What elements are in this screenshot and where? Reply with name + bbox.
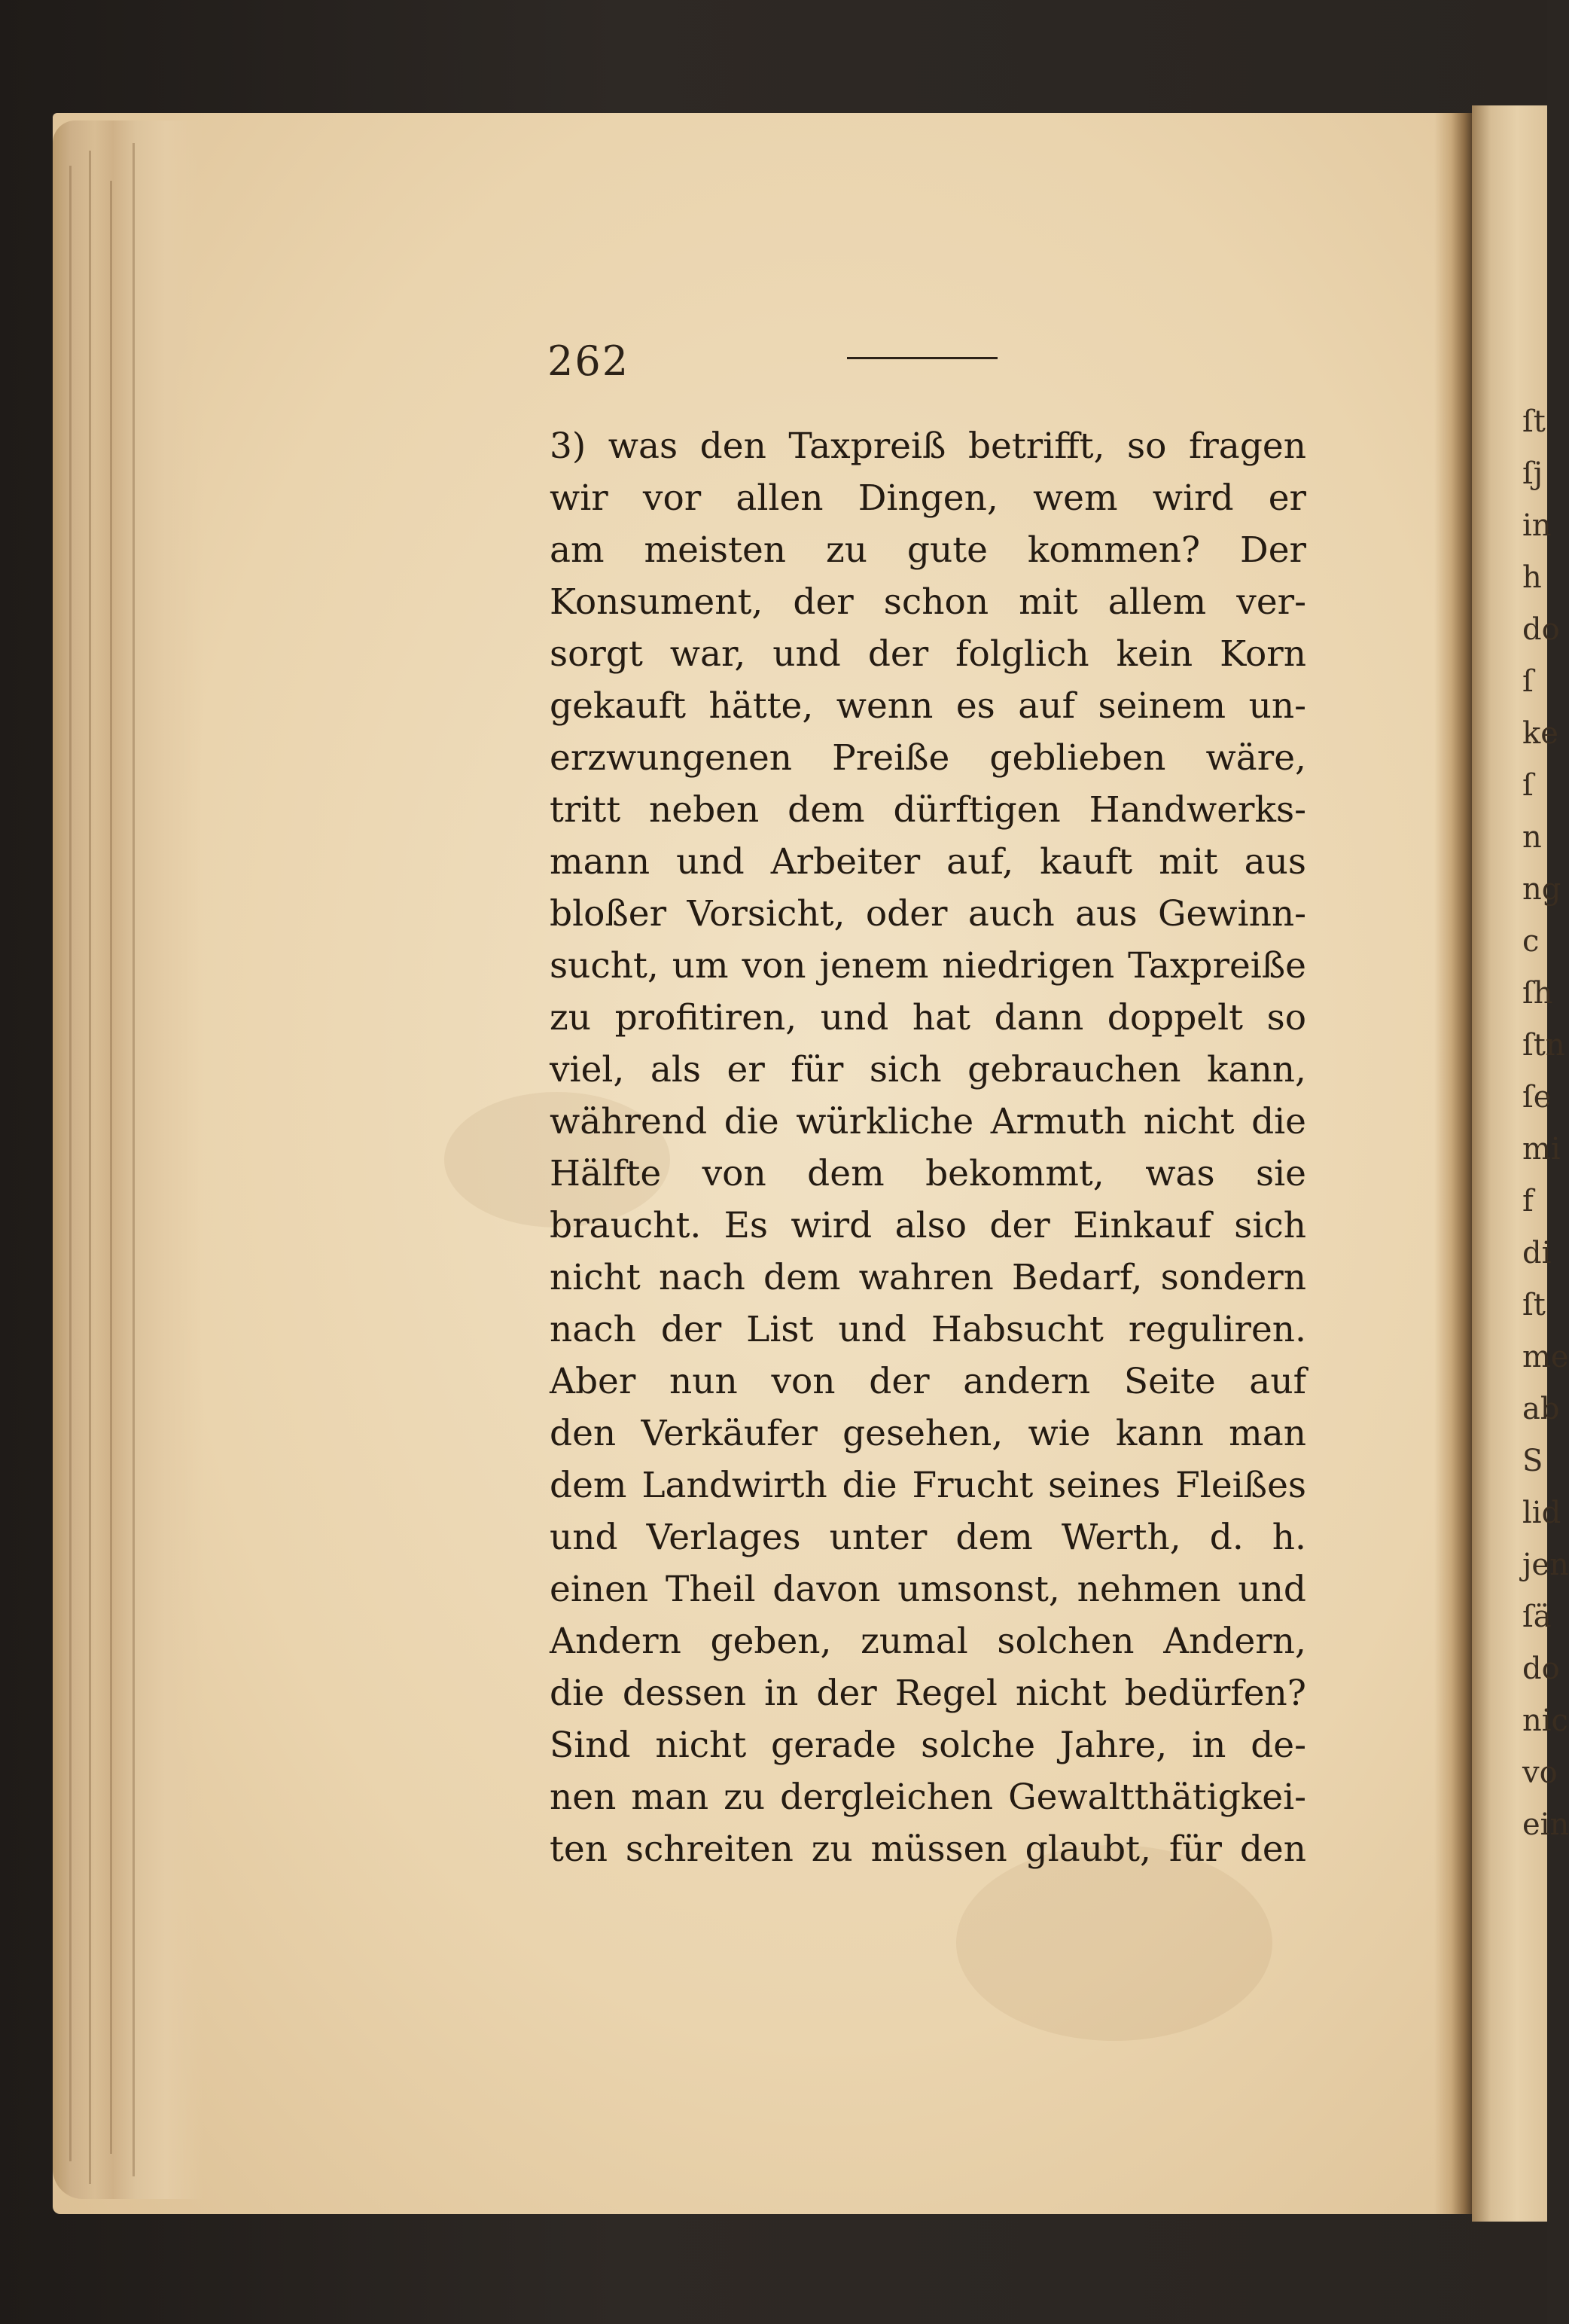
page-edge	[53, 120, 203, 2199]
facing-page-fragment: ſh	[1522, 976, 1553, 1011]
text-line: wir vor allen Dingen, wem wird er	[550, 477, 1306, 519]
facing-page-fragment: ſ	[1522, 768, 1534, 803]
facing-page-fragment: c	[1522, 924, 1540, 959]
text-line: viel, als er für sich gebrauchen kann,	[550, 1049, 1306, 1090]
facing-page-fragment: me	[1522, 1340, 1569, 1374]
facing-page-fragment: vo	[1522, 1755, 1558, 1790]
page-number: 262	[547, 337, 630, 385]
text-line: den Verkäufer gesehen, wie kann man	[550, 1413, 1306, 1454]
facing-page-fragment: ſtn	[1522, 1028, 1565, 1063]
text-line: Sind nicht gerade solche Jahre, in de-	[550, 1725, 1306, 1766]
text-line: dem Landwirth die Frucht seines Fleißes	[550, 1465, 1306, 1506]
facing-page-fragment: ng	[1522, 872, 1561, 907]
facing-page-fragment: f	[1522, 1184, 1534, 1218]
facing-page-fragment: ſt	[1522, 1288, 1546, 1322]
facing-page-fragment: lid	[1522, 1496, 1561, 1530]
page-edge-layer	[110, 181, 112, 2154]
facing-page-fragment: ſe	[1522, 1080, 1552, 1115]
facing-page-fragment: ſ	[1522, 664, 1534, 699]
text-line: und Verlages unter dem Werth, d. h.	[550, 1517, 1306, 1558]
text-line: zu profitiren, und hat dann doppelt so	[550, 997, 1306, 1038]
text-line: nicht nach dem wahren Bedarf, sondern	[550, 1257, 1306, 1298]
facing-page-fragment: mi	[1522, 1132, 1561, 1167]
text-line: Aber nun von der andern Seite auf	[550, 1361, 1306, 1402]
text-line: braucht. Es wird also der Einkauf sich	[550, 1205, 1306, 1246]
text-line: 3) was den Taxpreiß betrifft, so fragen	[550, 425, 1306, 467]
facing-page-fragment: S	[1522, 1444, 1543, 1478]
text-line: sorgt war, und der folglich kein Korn	[550, 633, 1306, 675]
facing-page-fragment: in	[1522, 508, 1552, 543]
text-line: erzwungenen Preiße geblieben wäre,	[550, 737, 1306, 779]
facing-page-fragment: nic	[1522, 1703, 1568, 1738]
text-line: mann und Arbeiter auf, kauft mit aus	[550, 841, 1306, 883]
facing-page-fragment: ſä	[1522, 1600, 1552, 1634]
text-line: gekauft hätte, wenn es auf seinem un-	[550, 685, 1306, 727]
text-line: nen man zu dergleichen Gewaltthätigkei-	[550, 1777, 1306, 1818]
text-line: Andern geben, zumal solchen Andern,	[550, 1621, 1306, 1662]
page-edge-layer	[89, 151, 91, 2184]
text-line: Hälfte von dem bekommt, was sie	[550, 1153, 1306, 1194]
text-line: ten schreiten zu müssen glaubt, für den	[550, 1828, 1306, 1870]
facing-page-fragment: ſj	[1522, 456, 1543, 491]
facing-page-fragment: jen	[1522, 1548, 1569, 1582]
text-line: bloßer Vorsicht, oder auch aus Gewinn-	[550, 893, 1306, 935]
text-line: die dessen in der Regel nicht bedürfen?	[550, 1673, 1306, 1714]
text-line: nach der List und Habsucht reguliren.	[550, 1309, 1306, 1350]
facing-page-fragment: n	[1522, 820, 1542, 855]
facing-page-fragment: ein	[1522, 1807, 1569, 1842]
text-line: einen Theil davon umsonst, nehmen und	[550, 1569, 1306, 1610]
facing-page-fragment: do	[1522, 612, 1560, 647]
facing-page-fragment: ab	[1522, 1392, 1560, 1426]
page-edge-layer	[133, 143, 135, 2176]
facing-page-fragment: h	[1522, 560, 1542, 595]
text-line: tritt neben dem dürftigen Handwerks-	[550, 789, 1306, 831]
body-text	[550, 420, 1306, 1875]
page-edge-layer	[69, 166, 72, 2161]
text-line: am meisten zu gute kommen? Der	[550, 529, 1306, 571]
facing-page-fragment: di	[1522, 1236, 1552, 1270]
book-gutter	[1434, 113, 1472, 2214]
facing-page-fragment: ſt	[1522, 404, 1546, 439]
text-line: Konsument, der schon mit allem ver-	[550, 581, 1306, 623]
facing-page-fragment: ke	[1522, 716, 1558, 751]
facing-page-fragment: do	[1522, 1652, 1560, 1686]
text-line: während die würkliche Armuth nicht die	[550, 1101, 1306, 1142]
text-line: sucht, um von jenem niedrigen Taxpreiße	[550, 945, 1306, 987]
header-rule	[847, 357, 998, 359]
